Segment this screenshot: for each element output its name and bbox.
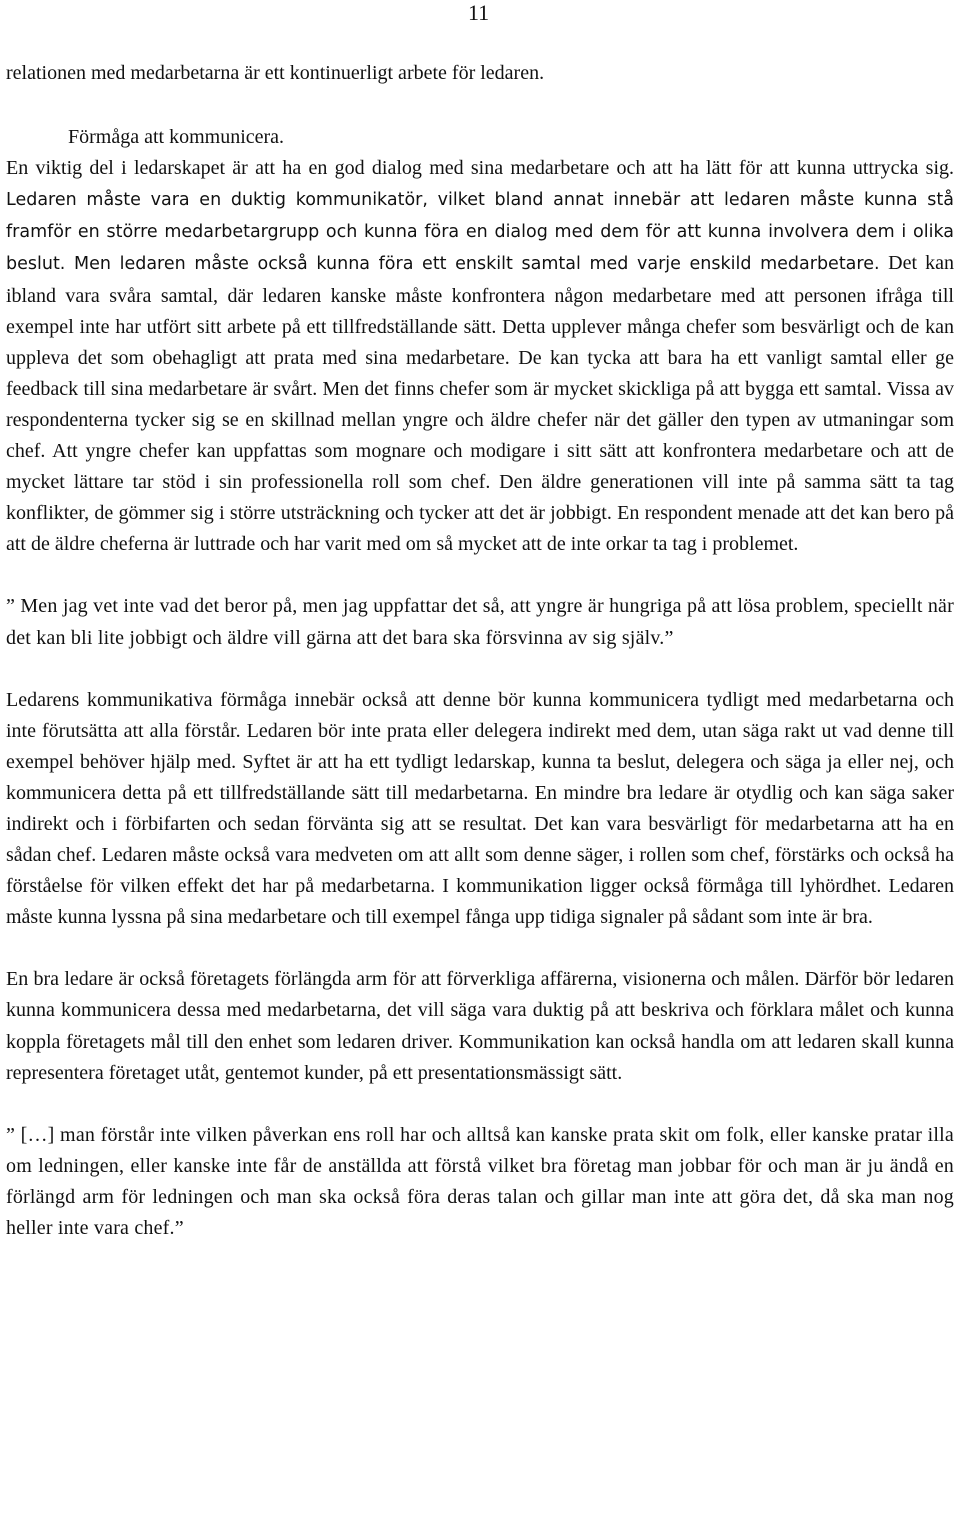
page-content: [6, 58, 954, 1244]
paragraph-communication: [6, 153, 954, 560]
paragraph-extended-arm: En bra ledare är också företagets förlängda arm för att förverkliga affärerna, visionerna och målen. Därför bör ledaren kunna kommunicera dessa med medarbetarna, det vill säga vara duktig på att beskriva och förklara målet och kunna koppla företagets mål till den enhet som ledaren driver. Kommunikation kan också handla om att ledaren skall kunna representera företaget utåt, gentemot kunder, på ett presentationsmässigt sätt.: [6, 968, 954, 1084]
paragraph-sentence: En viktig del i ledarskapet är att ha en god dialog med sina medarbetare och att ha lätt för att kunna uttrycka sig.: [6, 157, 954, 180]
paragraph-clarity: Ledarens kommunikativa förmåga innebär också att denne bör kunna kommunicera tydligt med medarbetarna och inte förutsätta att alla förstår. Ledaren bör inte prata eller delegera indirekt med dem, utan säga rakt ut vad denne till exempel behöver hjälp med. Syftet är att ha ett tydligt ledarskap, kunna ta beslut, delegera och säga ja eller nej, och kommunicera detta på ett tillfredställande sätt till medarbetarna. En mindre bra ledare är otydlig och kan säga saker indirekt och i förbifarten och sedan förvänta sig att se resultat. Det kan vara besvärligt för medarbetarna att ha en sådan chef. Ledaren måste också vara medveten om att allt som denne säger, i rollen som chef, förstärks och också ha förståelse för vilken effekt det har på medarbetarna. I kommunikation ligger också förmåga till lyhördhet. Ledaren måste kunna lyssna på sina medarbetare och till exempel fånga upp tidiga signaler på sådant som inte är bra.: [6, 688, 954, 929]
intro-line: relationen med medarbetarna är ett kontinuerligt arbete för ledaren.: [6, 62, 545, 84]
paragraph-sentence: Det kan ibland vara svåra samtal, där ledaren kanske måste konfrontera någon medarbetare med att personen ifråga till exempel inte har utfört sitt arbete på ett tillfredställande sätt. Detta upplever många chefer som besvärligt och de kan uppleva det som obehagligt att prata med sina medarbetare. De kan tycka att bara ha ett vanligt samtal eller ge feedback till sina medarbetare är svårt. Men det finns chefer som är mycket skickliga på att bygga ett samtal. Vissa av respondenterna tycker sig se en skillnad mellan yngre och äldre chefer när det gäller den typen av utmaningar som chef. Att yngre chefer kan uppfattas som mognare och modigare i sitt sätt att konfrontera medarbetare och att de mycket lättare tar stöd i sin professionella roll som chef. Den äldre generationen vill inte på samma sätt ta tag konflikter, de gömmer sig i större utsträckning och tycker att det är jobbigt. En respondent menade att det kan bero på att de äldre cheferna är luttrade och har varit med om så mycket att de inte orkar ta tag i problemet.: [6, 252, 954, 556]
interview-quote: ” […] man förstår inte vilken påverkan ens roll har och alltså kan kanske prata skit om folk, eller kanske pratar illa om ledningen, eller kanske inte får de anställda att förstå vilket bra företag man jobbar för och man är ju ändå en förlängd arm för ledningen och man ska också föra deras talan och gillar man inte att göra det, då ska man nog heller inte vara chef.”: [6, 1123, 954, 1239]
paragraph-sentence-sans: Ledaren måste vara en duktig kommunikatör, vilket bland annat innebär att ledaren måste kunna stå framför en större medarbetargrupp och kunna föra en dialog med dem för att kunna involvera dem i olika beslut. Men ledaren måste också kunna föra ett enskilt samtal med varje enskild medarbetare.: [6, 190, 954, 275]
interview-quote: ” Men jag vet inte vad det beror på, men jag uppfattar det så, att yngre är hungriga på att lösa problem, speciellt när det kan bli lite jobbigt och äldre vill gärna att det bara ska försvinna av sig själv.”: [6, 595, 954, 649]
section-heading: Förmåga att kommunicera.: [68, 126, 285, 149]
page-number: 11: [468, 0, 490, 25]
